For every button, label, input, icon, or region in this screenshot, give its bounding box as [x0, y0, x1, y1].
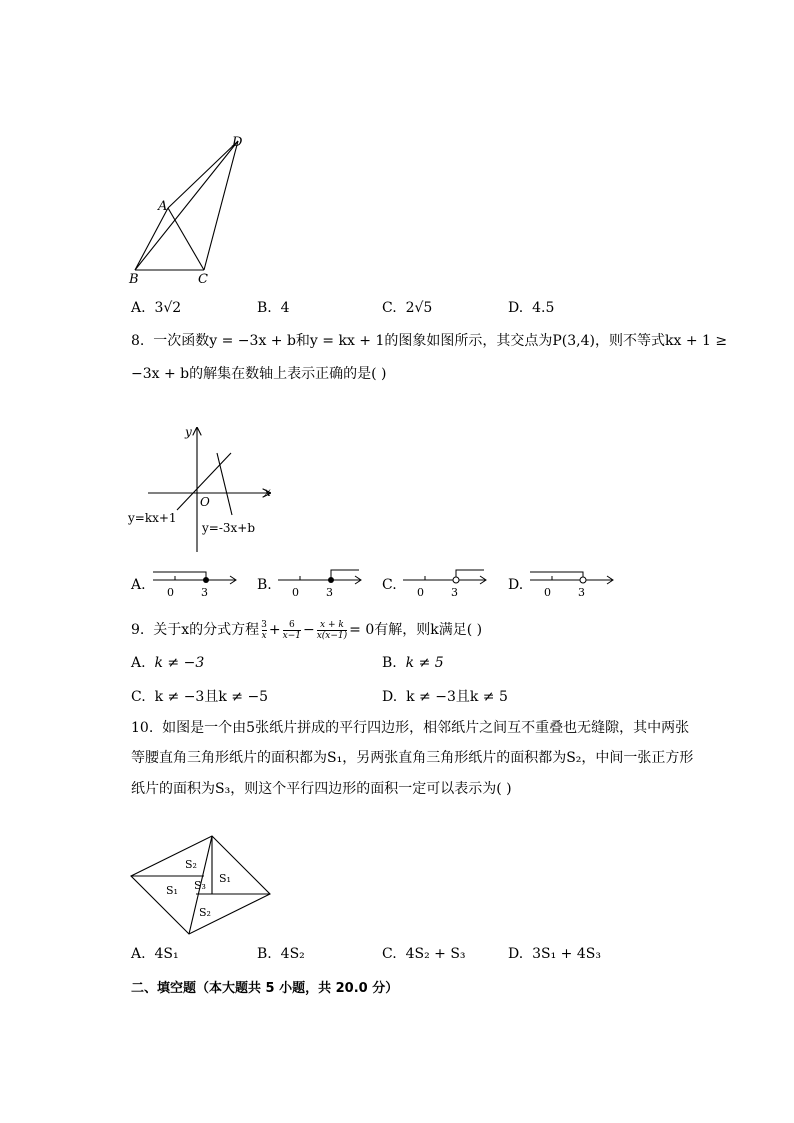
tick-0: 0 — [417, 586, 424, 599]
label-s2-bottom: S₂ — [199, 906, 211, 919]
option-value: k ≠ −3 — [154, 655, 205, 671]
q9-option-b[interactable]: B. k ≠ 5 — [382, 655, 444, 671]
q8-option-c-numberline[interactable] — [400, 565, 495, 601]
option-value: 4S₂ + S₃ — [405, 946, 466, 962]
q8-stem — [131, 331, 727, 351]
q8-option-b-key[interactable]: B. — [257, 577, 272, 593]
open-dot — [453, 577, 459, 583]
q10-stem-line3: 纸片的面积为S₃，则这个平行四边形的面积一定可以表示为( ) — [131, 781, 512, 797]
fraction-x-plus-k: $\frac{x + k}{x(x-1)}$ — [316, 619, 348, 641]
segment-ab — [135, 208, 168, 270]
tick-3: 3 — [451, 586, 458, 599]
option-value: 4.5 — [532, 300, 555, 316]
option-value: 3S₁ + 4S₃ — [532, 946, 601, 962]
fraction-3-over-x: 3 x — [261, 619, 267, 641]
q7-option-b[interactable]: B. 4 — [257, 300, 290, 316]
x-axis-label: x — [264, 485, 271, 499]
q10-stem-line2: 等腰直角三角形纸片的面积都为S₁，另两张直角三角形纸片的面积都为S₂，中间一张正方形 — [131, 750, 694, 766]
q8-option-d-key[interactable]: D. — [508, 577, 524, 593]
line-neg3x-plus-b — [217, 453, 232, 515]
section-heading-fill-in: 二、填空题（本大题共 5 小题，共 20.0 分） — [131, 981, 399, 996]
q8-option-a-numberline[interactable] — [150, 565, 245, 601]
segment-bd — [135, 141, 238, 270]
q10-option-b[interactable]: B. 4S₂ — [257, 946, 305, 962]
q10-stem-line1: 如图是一个由5张纸片拼成的平行四边形，相邻纸片之间互不重叠也无缝隙，其中两张 — [162, 720, 690, 736]
q8-option-c-key[interactable]: C. — [382, 577, 397, 593]
line2-label: y=-3x+b — [202, 521, 256, 535]
q9-option-d[interactable]: D. k ≠ −3且k ≠ 5 — [382, 689, 508, 705]
q8-stem-line2: −3x + b的解集在数轴上表示正确的是( ) — [131, 366, 387, 382]
q10-option-d[interactable]: D. 3S₁ + 4S₃ — [508, 946, 601, 962]
y-axis-label: y — [185, 425, 192, 439]
closed-dot — [203, 577, 209, 583]
q8-option-d-numberline[interactable] — [527, 565, 622, 601]
q7-triangle-figure — [120, 128, 260, 293]
q10-number: 10. — [131, 720, 154, 736]
label-a: A — [158, 199, 168, 214]
option-value: 2√5 — [405, 300, 433, 316]
q8-option-b-numberline[interactable] — [275, 565, 370, 601]
label-s3: S₃ — [194, 879, 206, 892]
q7-option-a[interactable]: A. 3√2 — [131, 300, 182, 316]
tick-3: 3 — [326, 586, 333, 599]
q8-coordinate-graph — [122, 420, 282, 560]
q8-stem-line1: 一次函数y = −3x + b和y = kx + 1的图象如图所示，其交点为P(3,4)，则不等式kx + 1 ≥ — [153, 333, 728, 349]
q7-option-d[interactable]: D. 4.5 — [508, 300, 555, 316]
q9-stem: 9. 关于x的分式方程 3 x + $\frac{6}{x-1}$ − $\frac{x + k}{x(x-1)}$ = 0 有解，则k满足( ) — [131, 619, 483, 641]
origin-label: O — [200, 495, 210, 509]
label-c: C — [198, 272, 208, 287]
q9-option-c[interactable]: C. k ≠ −3且k ≠ −5 — [131, 689, 269, 705]
q7-option-c[interactable]: C. 2√5 — [382, 300, 433, 316]
segment-ac — [168, 208, 204, 270]
q10-parallelogram-figure — [125, 830, 280, 940]
q10-option-c[interactable]: C. 4S₂ + S₃ — [382, 946, 466, 962]
equation-rhs: = 0 — [349, 622, 375, 638]
option-value: k ≠ −3且k ≠ 5 — [406, 689, 508, 705]
option-value: k ≠ 5 — [405, 655, 444, 671]
option-value: k ≠ −3且k ≠ −5 — [154, 689, 269, 705]
option-value: 4 — [280, 300, 290, 316]
label-s1-right: S₁ — [219, 872, 231, 885]
q10-option-a[interactable]: A. 4S₁ — [131, 946, 179, 962]
tick-3: 3 — [578, 586, 585, 599]
q9-option-a[interactable]: A. k ≠ −3 — [131, 655, 205, 671]
segment-cd — [204, 141, 238, 270]
option-value: 3√2 — [154, 300, 182, 316]
label-d: D — [232, 135, 243, 150]
q9-stem-suffix: 有解，则k满足( ) — [374, 622, 483, 638]
segment-ad — [168, 141, 238, 208]
q9-number: 9. — [131, 622, 145, 638]
q9-stem-prefix: 关于x的分式方程 — [153, 622, 260, 638]
closed-dot — [328, 577, 334, 583]
q10-stem-line1-wrap — [131, 718, 689, 738]
fraction-6-over-x-minus-1: $\frac{6}{x-1}$ — [282, 619, 301, 641]
label-s1-left: S₁ — [166, 884, 178, 897]
label-b: B — [129, 272, 139, 287]
line1-label: y=kx+1 — [128, 511, 177, 525]
tick-0: 0 — [292, 586, 299, 599]
option-value: 4S₂ — [280, 946, 305, 962]
option-value: 4S₁ — [154, 946, 179, 962]
tick-3: 3 — [201, 586, 208, 599]
tick-0: 0 — [167, 586, 174, 599]
label-s2-top: S₂ — [185, 858, 197, 871]
open-dot — [580, 577, 586, 583]
q8-number: 8. — [131, 333, 145, 349]
q8-option-a-key[interactable]: A. — [131, 577, 146, 593]
tick-0: 0 — [544, 586, 551, 599]
